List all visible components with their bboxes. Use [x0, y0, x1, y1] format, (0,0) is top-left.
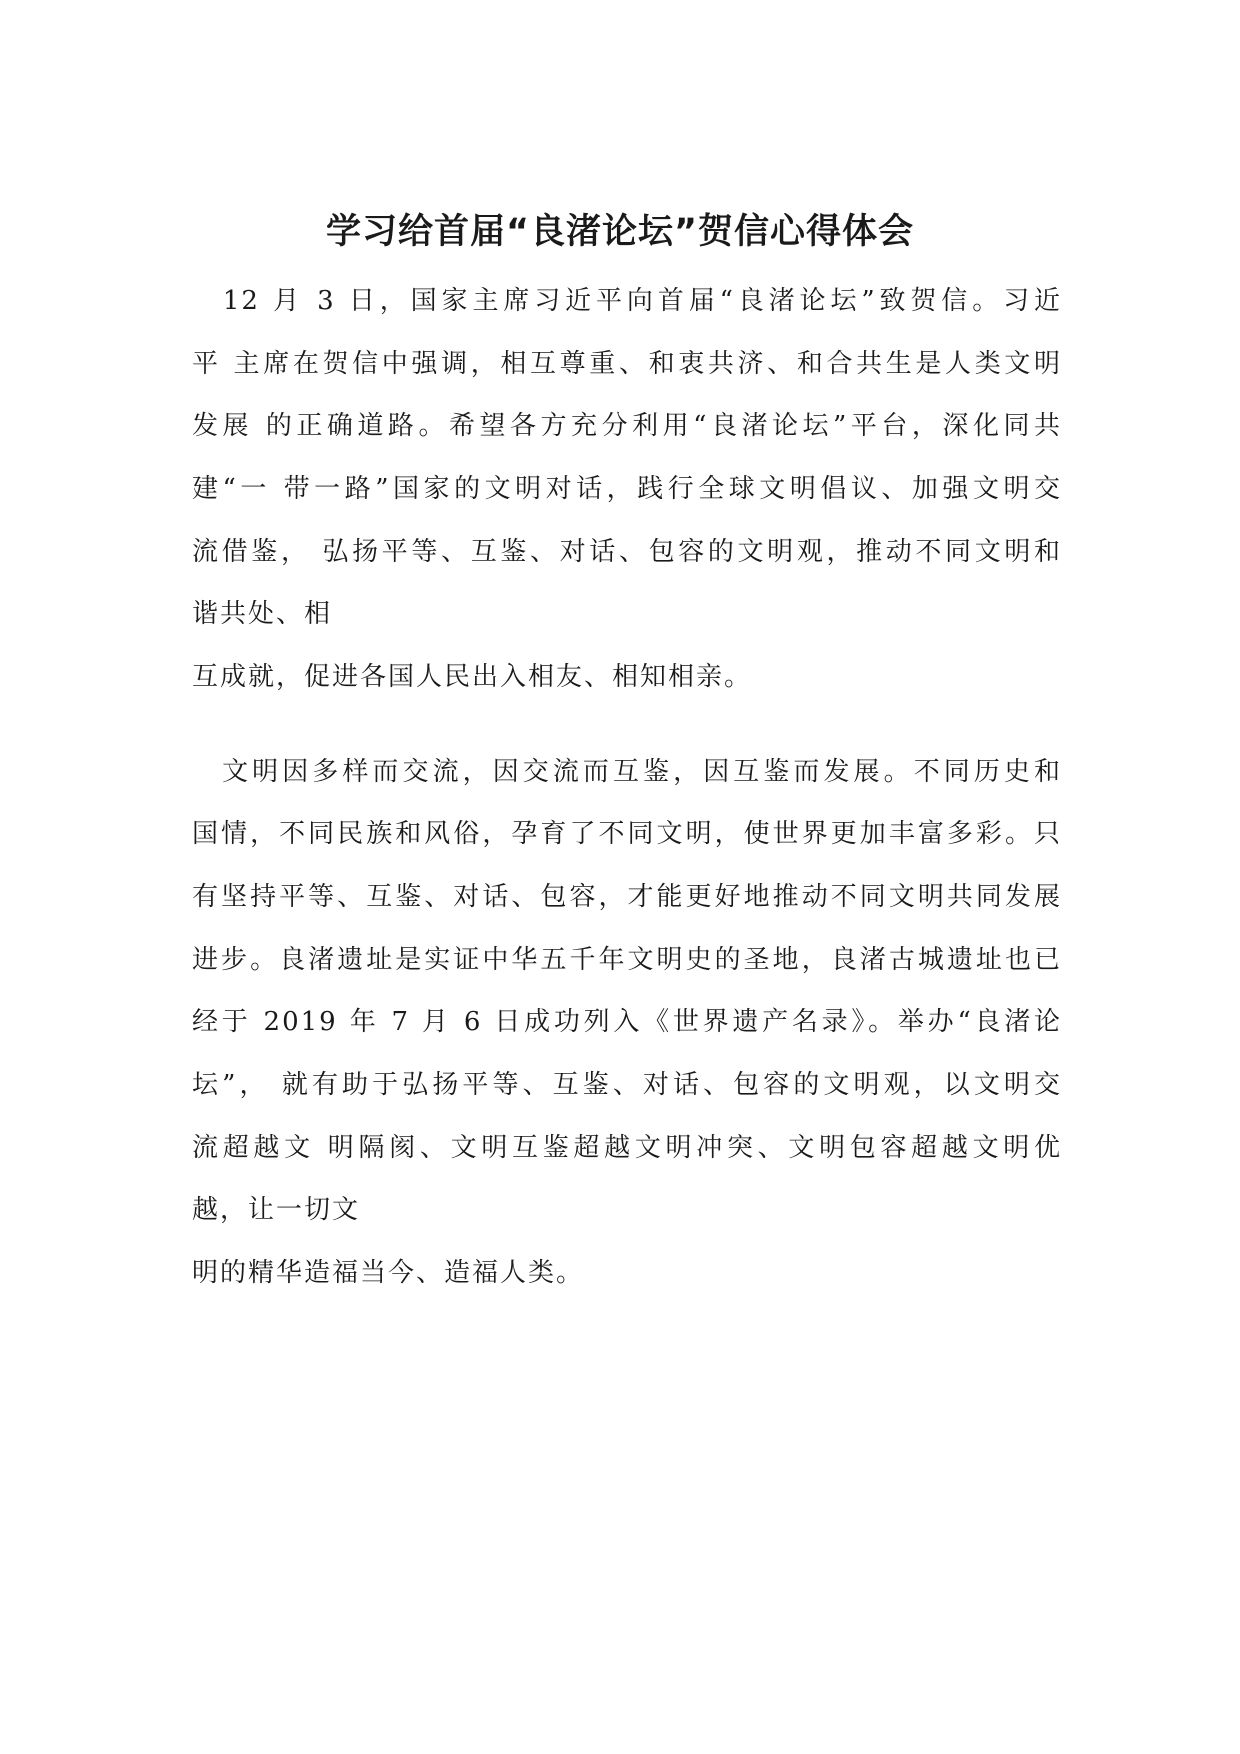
paragraph-2-line-2: 国情，不同民族和风俗，孕育了不同文明，使世界更加丰富多彩。只	[192, 819, 1062, 849]
paragraph-1-line-1: 12 月 3 日，国家主席习近平向首届“良渚论坛”致贺信。习近	[192, 286, 1062, 316]
paragraph-2-line-6: 坛”， 就有助于弘扬平等、互鉴、对话、包容的文明观，以文明交	[192, 1070, 1062, 1100]
paragraph-1-line-5: 流借鉴， 弘扬平等、互鉴、对话、包容的文明观，推动不同文明和	[192, 537, 1062, 567]
paragraph-2-line-4: 进步。良渚遗址是实证中华五千年文明史的圣地，良渚古城遗址也已	[192, 945, 1062, 975]
paragraph-1-line-2: 平 主席在贺信中强调，相互尊重、和衷共济、和合共生是人类文明	[192, 349, 1062, 379]
paragraph-2-line-5: 经于 2019 年 7 月 6 日成功列入《世界遗产名录》。举办“良渚论	[192, 1007, 1062, 1037]
paragraph-2-line-7: 流超越文 明隔阂、文明互鉴超越文明冲突、文明包容超越文明优	[192, 1133, 1062, 1163]
paragraph-2-line-1: 文明因多样而交流，因交流而互鉴，因互鉴而发展。不同历史和	[192, 757, 1062, 787]
document-title: 学习给首届“良渚论坛”贺信心得体会	[325, 212, 914, 252]
paragraph-1-line-3: 发展 的正确道路。希望各方充分利用“良渚论坛”平台，深化同共	[192, 411, 1062, 441]
paragraph-1-line-6: 谐共处、相	[192, 599, 333, 629]
paragraph-2-line-9: 明的精华造福当今、造福人类。	[192, 1258, 585, 1288]
paragraph-2-line-3: 有坚持平等、互鉴、对话、包容，才能更好地推动不同文明共同发展	[192, 882, 1062, 912]
paragraph-1-line-7: 互成就，促进各国人民出入相友、相知相亲。	[192, 662, 753, 692]
paragraph-2-line-8: 越，让一切文	[192, 1195, 361, 1225]
paragraph-1-line-4: 建“一 带一路”国家的文明对话，践行全球文明倡议、加强文明交	[192, 474, 1062, 504]
